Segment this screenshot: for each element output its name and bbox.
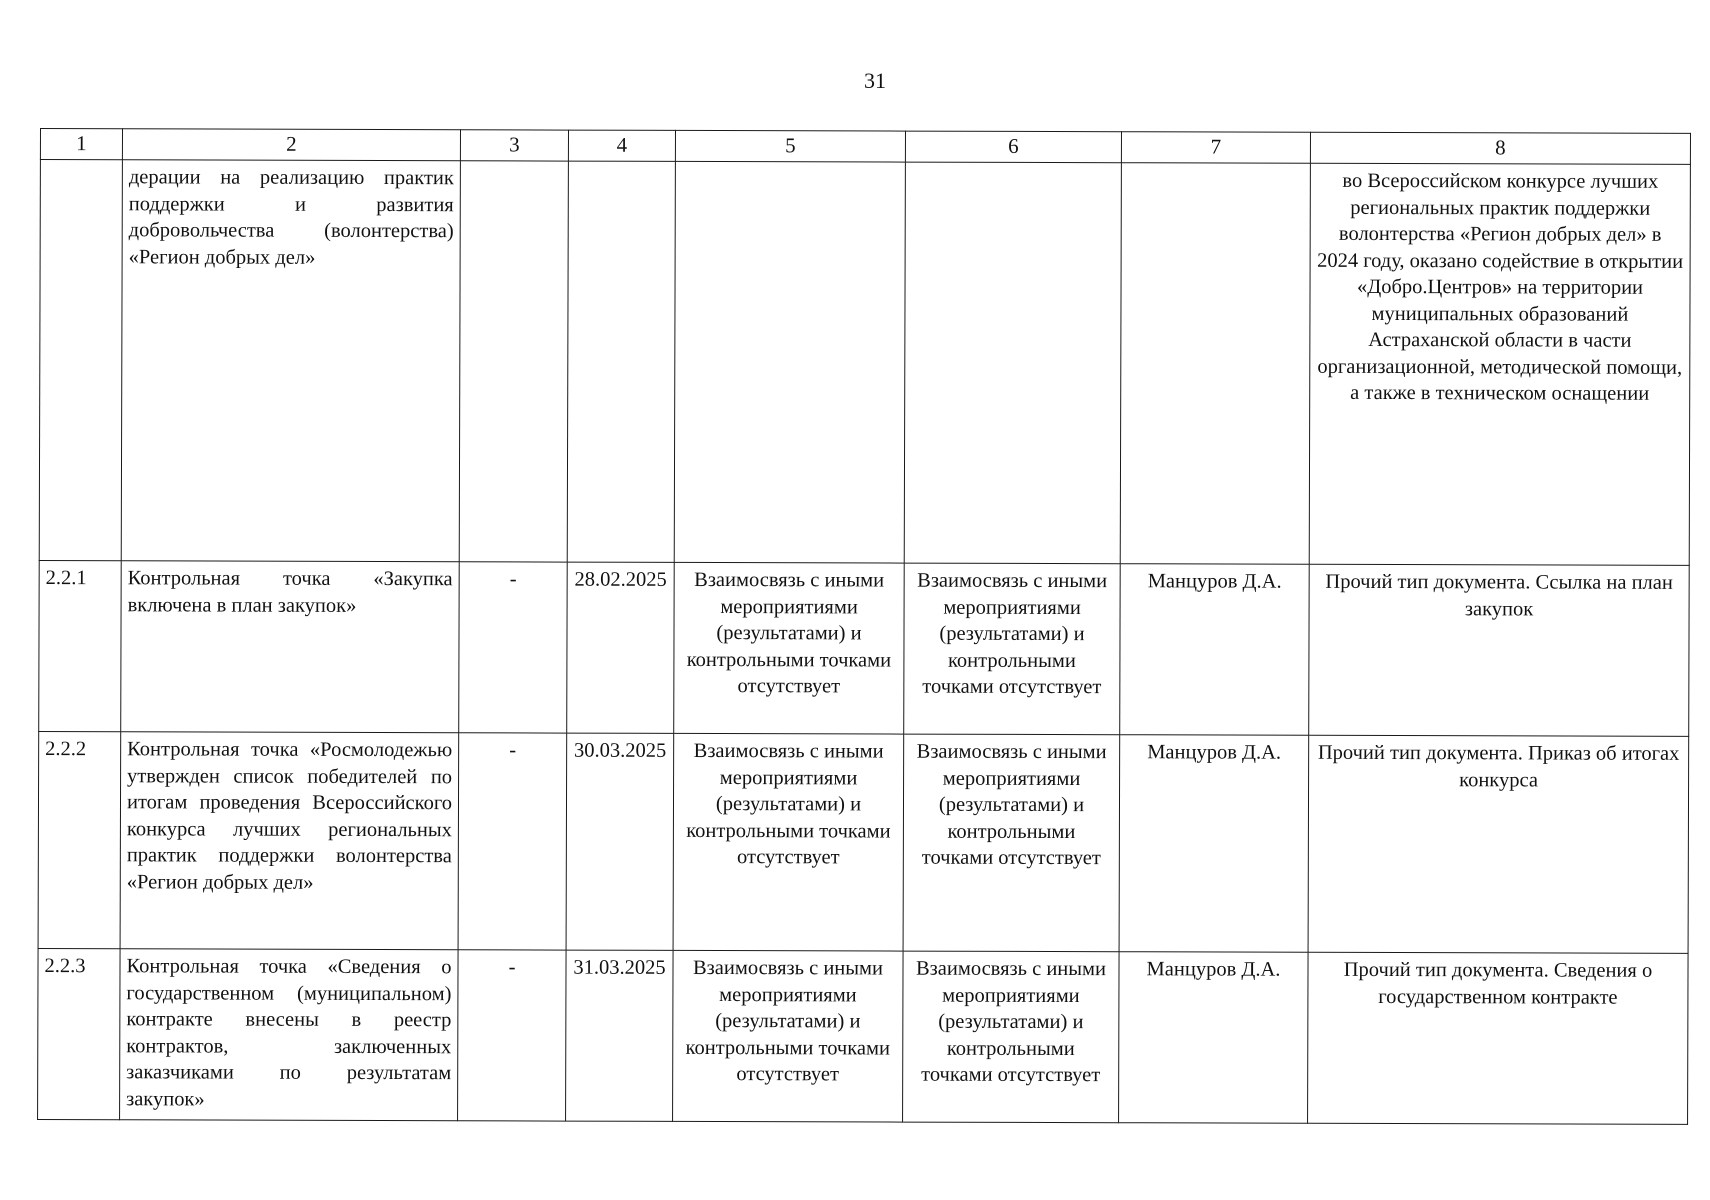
cell-document: Прочий тип документа. Сведения о государственном контракте [1308,952,1689,1124]
cell-responsible: Манцуров Д.А. [1120,564,1310,736]
table-row [39,160,1690,566]
cell-name: дерации на реализацию практик поддержки и развития добровольчества (волонтерства) «Регион добрых дел» [121,160,460,562]
header-col-4: 4 [568,130,675,161]
cell-number [39,160,122,561]
header-col-6: 6 [905,131,1121,163]
cell-col-3 [459,161,568,562]
cell-responsible [1120,163,1310,565]
cell-responsible: Манцуров Д.А. [1119,735,1309,953]
table-row [38,948,1689,1124]
cell-date [567,161,675,562]
header-row [40,129,1690,165]
cell-date: 30.03.2025 [566,733,674,950]
cell-name: Контрольная точка «Закупка включена в план закупок» [121,561,460,733]
header-col-7: 7 [1121,132,1310,164]
cell-relation-next: Взаимосвязь с иными мероприятиями (результатами) и контрольными точками отсутствует [903,734,1120,952]
cell-col-3: - [459,562,568,733]
cell-document: во Всероссийском конкурсе лучших региональных практик поддержки волонтерства «Регион добрых дел» в 2024 году, оказано содействие в открытии «Добро.Центров» на территории муниципальных образований Астраханской области в части организационной, методической помощи, а также в техническом оснащении [1309,163,1690,565]
cell-relation-next [904,162,1121,564]
header-col-3: 3 [460,130,568,161]
table-row [38,731,1689,953]
cell-relation-next: Взаимосвязь с иными мероприятиями (результатами) и контрольными точками отсутствует [903,951,1120,1123]
cell-name: Контрольная точка «Сведения о государственном (муниципальном) контракте внесены в реестр контрактов, заключенных заказчиками по результатам закупок» [120,949,459,1121]
cell-relation-prev: Взаимосвязь с иными мероприятиями (результатами) и контрольными точками отсутствует [673,733,904,951]
cell-col-3: - [458,950,567,1121]
cell-number: 2.2.2 [38,731,121,948]
header-col-8: 8 [1310,132,1690,164]
cell-relation-prev: Взаимосвязь с иными мероприятиями (результатами) и контрольными точками отсутствует [673,950,904,1122]
control-points-table [37,128,1691,1125]
cell-number: 2.2.1 [39,560,122,731]
cell-responsible: Манцуров Д.А. [1119,952,1309,1124]
header-col-2: 2 [122,129,460,161]
cell-relation-prev [674,161,905,563]
cell-document: Прочий тип документа. Ссылка на план закупок [1309,564,1690,736]
cell-col-3: - [458,733,567,950]
header-col-5: 5 [675,130,905,162]
table-row [39,560,1690,736]
cell-date: 31.03.2025 [566,950,674,1121]
cell-relation-next: Взаимосвязь с иными мероприятиями (результатами) и контрольными точками отсутствует [904,563,1121,735]
page-number: 31 [864,68,886,93]
cell-document: Прочий тип документа. Приказ об итогах конкурса [1308,735,1689,953]
header-col-1: 1 [40,129,122,160]
cell-relation-prev: Взаимосвязь с иными мероприятиями (результатами) и контрольными точками отсутствует [674,562,905,734]
cell-name: Контрольная точка «Росмолодежью утвержден список победителей по итогам проведения Всероссийского конкурса лучших региональных практик поддержки волонтерства «Регион добрых дел» [120,732,459,950]
cell-number: 2.2.3 [38,948,121,1119]
cell-date: 28.02.2025 [567,562,675,733]
